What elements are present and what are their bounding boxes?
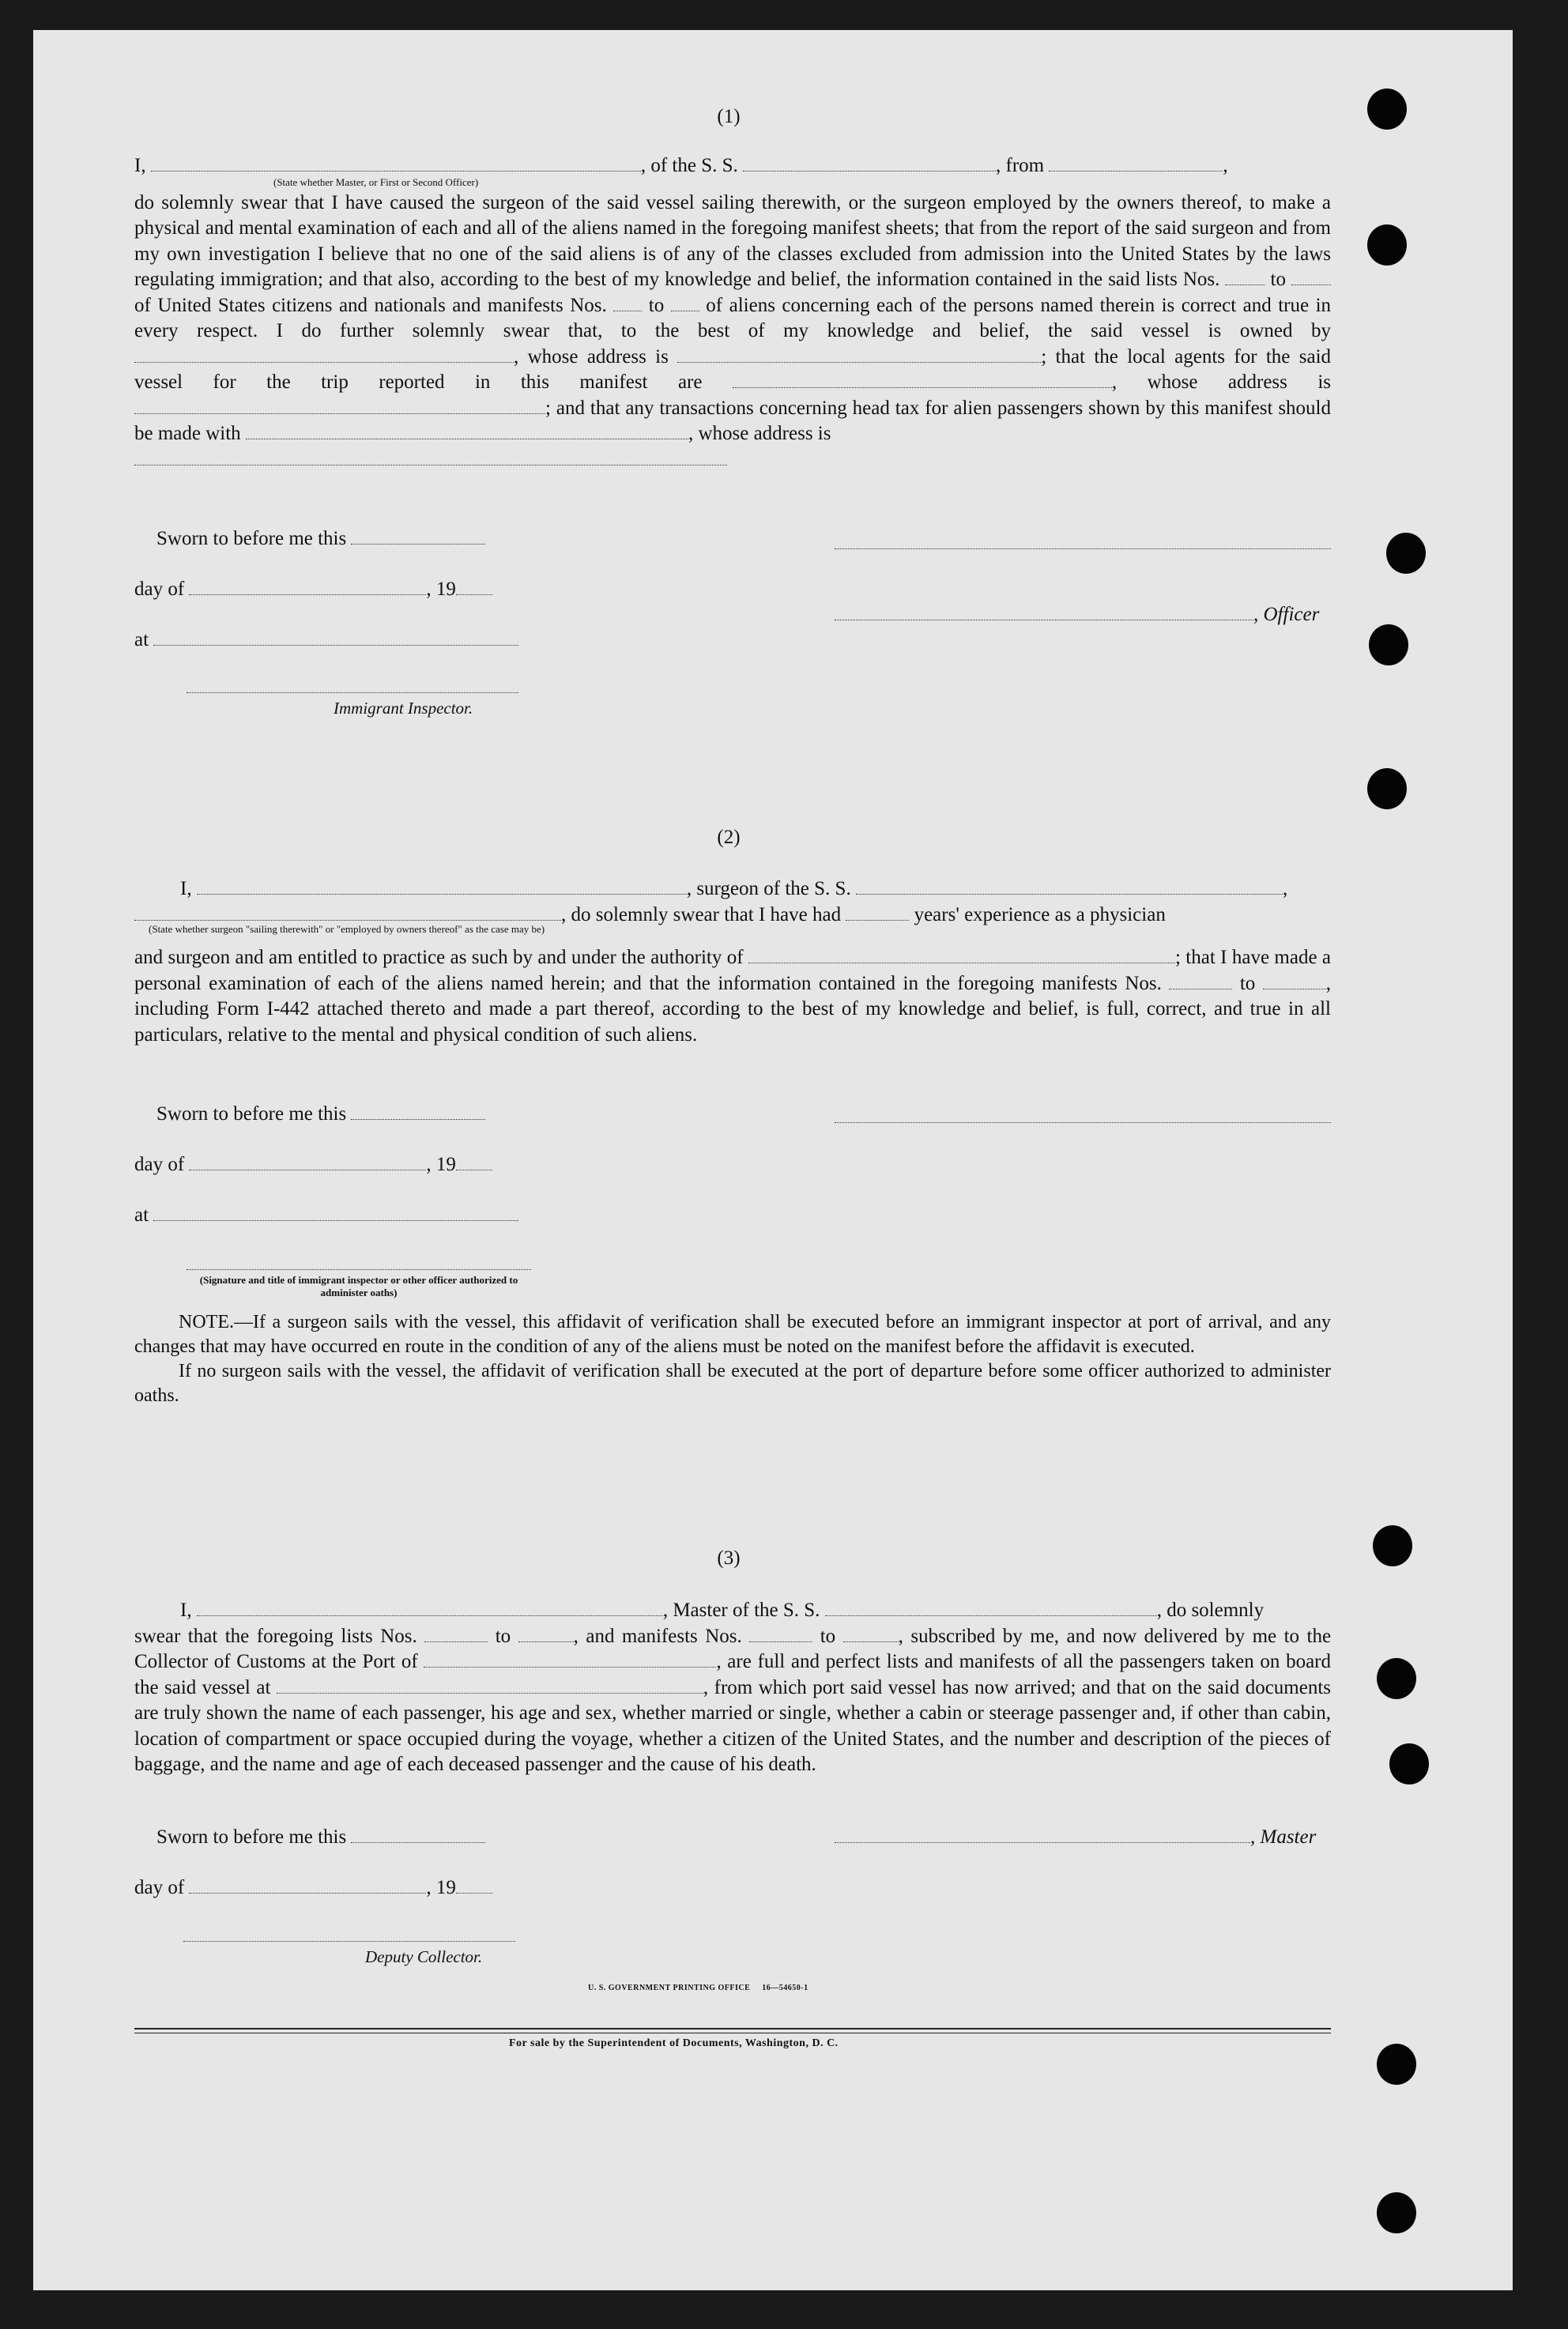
surgeon-caption: (State whether surgeon "sailing therewith" or "employed by owners thereof" as the case may be) [149,923,545,935]
officer-label: , Officer [1253,604,1320,625]
inspector-label: Immigrant Inspector. [334,699,473,718]
surgeon-signature-line[interactable] [835,1122,1331,1123]
manifests-to-field[interactable] [671,295,699,311]
punch-hole-9 [1377,2044,1416,2085]
officer-caption: (State whether Master, or First or Second Officer) [273,175,479,188]
section-1-body: do solemnly swear that I have caused the surgeon of the said vessel sailing therewith, or the surgeon employed by the owners thereof, to make a physical and mental examination of each and all of the aliens named in the foregoing manifest sheets; that from the report of the said surgeon and from my own investigation I believe that no one of the said aliens is of any of the classes excluded from admission into the United States by the laws regulating immigration; and that also, according to the best of my knowledge and belief, the information contained in the said lists Nos. to of United States citizens and nationals and manifests Nos. to of aliens concerning each of the persons named therein is correct and true in every respect. I do further solemnly swear that, to the best of my knowledge and belief, the said vessel is owned by , whose address is ; that the local agents for the said vessel for the trip reported in this manifest are , whose address is ; and that any transactions concerning head tax for alien passengers shown by this manifest should be made with , whose address is [134,191,1332,444]
punch-hole-7 [1377,1658,1416,1699]
note-paragraph-1: NOTE.—If a surgeon sails with the vessel, this affidavit of verification shall be executed before an immigrant inspector at port of arrival, and any changes that may have occurred en route in the condition of any of the aliens must be noted on the manifest before the affidavit is executed. [134,1312,1331,1357]
punch-hole-8 [1389,1743,1429,1784]
section-2-oath: I, , surgeon of the S. S. , , do solemnly swear that I have had years' experience as a physician (State whether surgeon "sailing therewith" or "employed by owners thereof" as the case may be) and surgeon and am entitled to practice as such by and under the authority of ; that I have made a personal examination of each of the aliens named herein; and that the information contained in the foregoing manifests Nos. to , including Form I-442 attached thereto and made a part thereof, according to the best of my knowledge and belief, is full, correct, and true in all particulars, relative to the mental and physical condition of such aliens. [134,876,1331,1048]
master-manifests-from-field[interactable] [749,1626,812,1642]
punch-hole-3 [1386,533,1426,574]
section-3-master [835,1826,1316,1849]
years-experience-field[interactable] [846,904,909,921]
surgeon-vessel-field[interactable] [856,878,1283,895]
section-1-day-field[interactable] [189,578,426,595]
master-manifests-to-field[interactable] [843,1626,899,1642]
section-1-oath [134,153,1331,473]
owner-field[interactable] [134,346,514,363]
punch-hole-2 [1367,224,1407,266]
footer-rule-top [134,2028,1331,2029]
punch-hole-4 [1369,624,1408,665]
authorized-officer-signature-line[interactable] [187,1269,531,1270]
section-3-sworn: Sworn to before me this [156,1826,485,1849]
manifests-from-field[interactable] [613,295,642,311]
section-2-day-field[interactable] [189,1154,426,1170]
section-3-body: swear that the foregoing lists Nos. to , and manifests Nos. to , subscribed by me, and now delivered by me to the Collector of Customs at the Port of , are full and perfect lists and manifests of all the passengers taken on board the said vessel at , from which port said vessel has now arrived; and that on the said documents are truly shown the name of each passenger, his age and sex, whether married or single, whether a cabin or steerage passenger and, if other than cabin, location of compartment or space occupied during the voyage, whether a citizen of the United States, and the number and description of the pieces of baggage, and the name and age of each deceased passenger and the cause of his death. [134,1625,1332,1775]
section-3-day: day of , 19 [134,1877,492,1899]
section-1-sworn: Sworn to before me this [156,528,485,550]
section-2-year-field[interactable] [456,1154,492,1170]
authority-field[interactable] [748,947,1175,963]
master-label: , Master [1250,1826,1317,1848]
section-3-sworn-date-field[interactable] [351,1826,485,1843]
printing-office-imprint: U. S. GOVERNMENT PRINTING OFFICE 16—54650-1 [588,1984,808,1992]
section-3-oath: I, , Master of the S. S. , do solemnly swear that the foregoing lists Nos. to , and manifests Nos. to , subscribed by me, and now delivered by me to the Collector of Customs at the Port of , are full and perfect lists and manifests of all the passengers taken on board the said vessel at , from which port said vessel has now arrived; and that on the said documents are truly shown the name of each passenger, his age and sex, whether married or single, whether a cabin or steerage passenger and, if other than cabin, location of compartment or space occupied during the voyage, whether a citizen of the United States, and the number and description of the pieces of baggage, and the name and age of each deceased passenger and the cause of his death. [134,1598,1331,1778]
section-2-sworn-date-field[interactable] [351,1103,485,1120]
vessel-name-field[interactable] [743,155,996,171]
officer-name-field[interactable] [151,155,641,171]
section-1-officer [835,604,1319,626]
surgeon-manifests-from-field[interactable] [1169,973,1232,989]
section-1-officer-field[interactable] [835,604,1253,620]
section-3-year-field[interactable] [456,1877,492,1894]
for-sale-notice: For sale by the Superintendent of Documents, Washington, D. C. [509,2037,839,2049]
punch-hole-6 [1373,1525,1412,1566]
deputy-label: Deputy Collector. [365,1947,483,1966]
section-2-day: day of , 19 [134,1154,492,1176]
surgeon-status-field[interactable] [134,904,561,921]
section-1-day: day of , 19 [134,578,492,601]
note-paragraph-2: If no surgeon sails with the vessel, the affidavit of verification shall be executed at the port of departure before some officer authorized to administer oaths. [134,1361,1331,1406]
master-lists-from-field[interactable] [424,1626,488,1642]
head-tax-address-field[interactable] [134,449,727,465]
section-2-sworn: Sworn to before me this [156,1103,485,1125]
owner-address-field[interactable] [677,346,1041,363]
authorized-officer-caption: (Signature and title of immigrant inspector or other officer authorized to administer oaths) [199,1274,518,1298]
agents-address-field[interactable] [134,398,545,414]
section-3-day-field[interactable] [189,1877,426,1894]
punch-hole-5 [1367,768,1407,809]
punch-hole-1 [1367,89,1407,130]
section-1-sworn-date-field[interactable] [351,528,485,545]
section-2-at: at [134,1204,518,1227]
section-2-at-field[interactable] [153,1204,518,1221]
lists-to-field[interactable] [1291,269,1331,285]
section-1-officer-signature-line[interactable] [835,548,1331,549]
collector-port-field[interactable] [424,1651,716,1668]
punch-hole-10 [1377,2192,1416,2233]
lists-from-field[interactable] [1225,269,1265,285]
head-tax-field[interactable] [246,423,688,439]
boarding-port-field[interactable] [277,1677,703,1694]
surgeon-manifests-to-field[interactable] [1263,973,1326,989]
from-port-field[interactable] [1049,155,1223,171]
section-1-line-1: I, , of the S. S. , from , [134,155,1228,176]
section-1-number: (1) [717,106,741,127]
section-1-year-field[interactable] [456,578,492,595]
master-name-field[interactable] [197,1600,663,1616]
master-lists-to-field[interactable] [518,1626,574,1642]
section-1-at-field[interactable] [153,629,518,646]
inspector-signature-line[interactable] [187,692,518,693]
section-1-at: at [134,629,518,651]
surgeon-note [134,1310,1331,1408]
section-3-number: (3) [717,1547,741,1569]
master-signature-field[interactable] [835,1826,1250,1843]
section-2-number: (2) [717,827,741,848]
agents-field[interactable] [733,371,1112,388]
surgeon-name-field[interactable] [197,878,687,895]
master-vessel-field[interactable] [825,1600,1157,1616]
deputy-signature-line[interactable] [183,1941,515,1942]
section-2-body: and surgeon and am entitled to practice as such by and under the authority of ; that I have made a personal examination of each of the aliens named herein; and that the information contained in the foregoing manifests Nos. to , including Form I-442 attached thereto and made a part thereof, according to the best of my knowledge and belief, is full, correct, and true in all particulars, relative to the mental and physical condition of such aliens. [134,947,1332,1046]
